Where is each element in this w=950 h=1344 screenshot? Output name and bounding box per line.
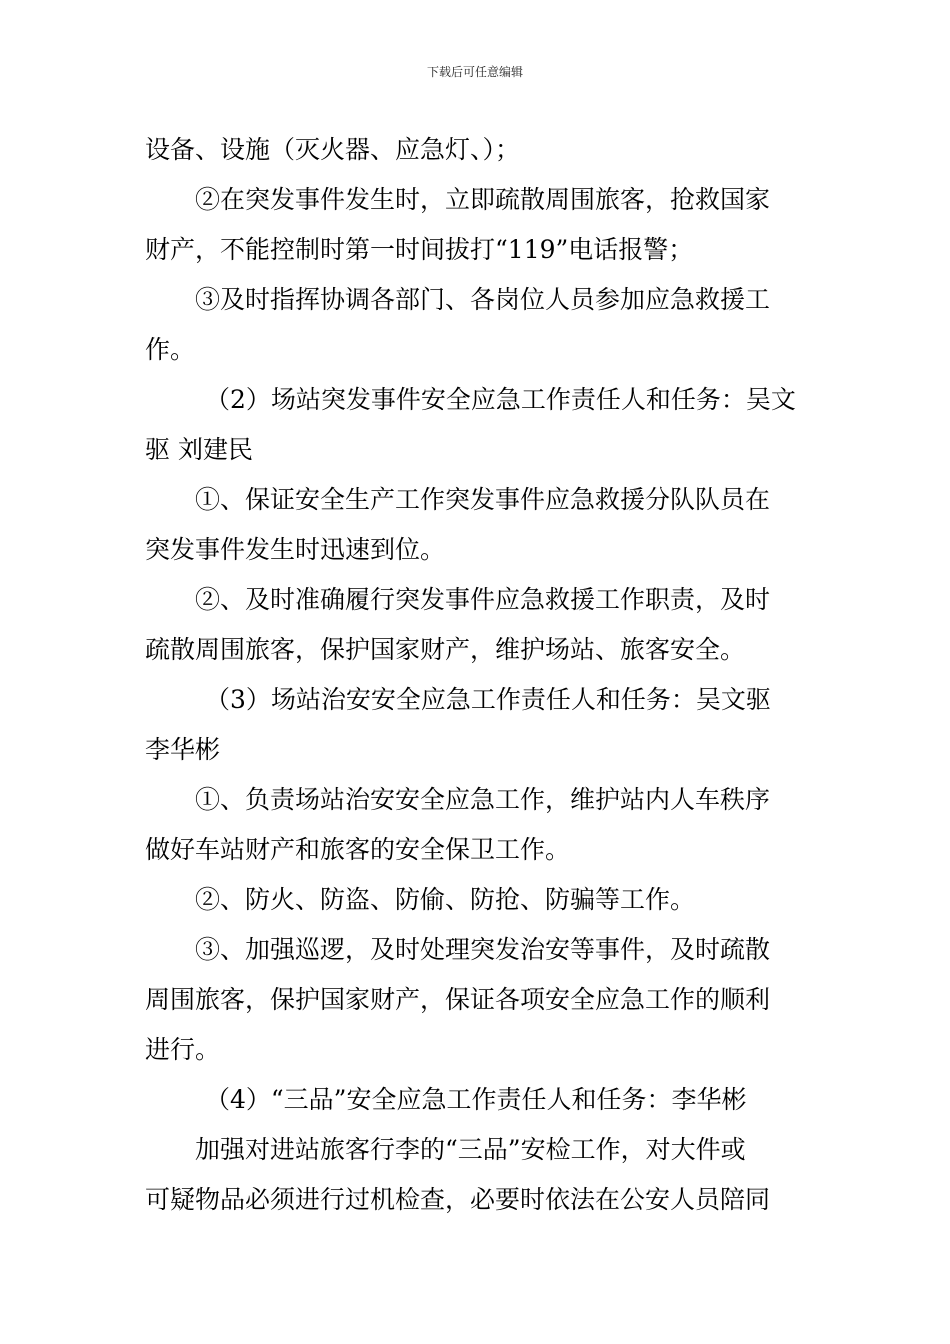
body-line: ①、保证安全生产工作突发事件应急救援分队队员在 bbox=[195, 485, 771, 514]
body-line: 李华彬 bbox=[145, 735, 221, 764]
body-line: ③及时指挥协调各部门、各岗位人员参加应急救援工 bbox=[195, 285, 771, 314]
body-line: 做好车站财产和旅客的安全保卫工作。 bbox=[145, 835, 571, 864]
body-line: 作。 bbox=[145, 335, 196, 364]
section-heading: （3）场站治安安全应急工作责任人和任务：吴文驱 bbox=[205, 685, 771, 714]
body-line: 疏散周围旅客，保护国家财产，维护场站、旅客安全。 bbox=[145, 635, 746, 664]
body-line: ②、防火、防盗、防偷、防抢、防骗等工作。 bbox=[195, 885, 696, 914]
body-line: 可疑物品必须进行过机检查，必要时依法在公安人员陪同 bbox=[145, 1185, 771, 1214]
section-heading: （4）“三品”安全应急工作责任人和任务：李华彬 bbox=[205, 1085, 747, 1114]
body-line: 周围旅客，保护国家财产，保证各项安全应急工作的顺利 bbox=[145, 985, 771, 1014]
body-line: 进行。 bbox=[145, 1035, 221, 1064]
body-line: 驱 刘建民 bbox=[145, 435, 253, 464]
body-line: 突发事件发生时迅速到位。 bbox=[145, 535, 446, 564]
body-line: ②、及时准确履行突发事件应急救援工作职责，及时 bbox=[195, 585, 771, 614]
body-line: 设备、设施（灭火器、应急灯、）； bbox=[145, 135, 521, 164]
section-heading: （2）场站突发事件安全应急工作责任人和任务：吴文 bbox=[205, 385, 796, 414]
page-header: 下载后可任意编辑 bbox=[426, 65, 523, 79]
body-line: 加强对进站旅客行李的“三品”安检工作，对大件或 bbox=[195, 1135, 746, 1164]
body-line: ①、负责场站治安安全应急工作，维护站内人车秩序 bbox=[195, 785, 771, 814]
body-line: ③、加强巡逻，及时处理突发治安等事件，及时疏散 bbox=[195, 935, 771, 964]
body-line: 财产，不能控制时第一时间拔打“119”电话报警； bbox=[145, 235, 694, 264]
body-line: ②在突发事件发生时，立即疏散周围旅客，抢救国家 bbox=[195, 185, 771, 214]
document-body bbox=[145, 125, 810, 1225]
